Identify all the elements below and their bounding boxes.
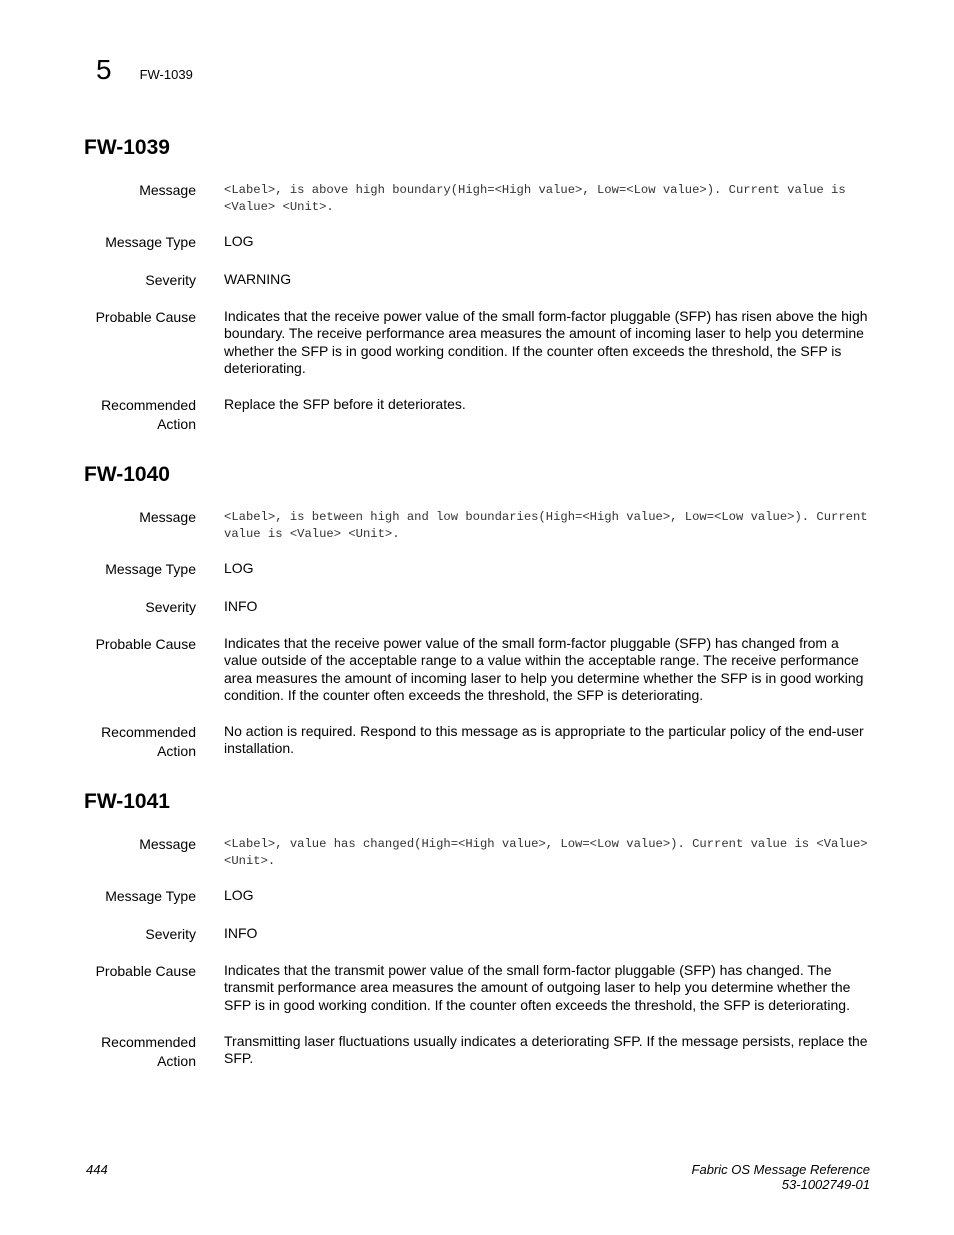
- probable-cause-text: Indicates that the receive power value of the small form-factor pluggable (SFP) has changed from a value outside of the acceptable range to a value within the acceptable range. The receive performance area measures the amount of incoming laser to help you determine whether the SFP is in good working condition. If the counter often exceeds the threshold, the SFP is deteriorating.: [224, 635, 864, 703]
- message-entry: [84, 136, 884, 432]
- severity-value: INFO: [224, 598, 258, 614]
- recommended-label-line1: Recommended: [101, 397, 196, 413]
- message-label: Message: [139, 509, 196, 525]
- recommended-label-line2: Action: [157, 416, 196, 432]
- message-text: <Label>, value has changed(High=<High value>, Low=<Low value>). Current value is <Value> <Unit>.: [224, 837, 868, 868]
- message-label: Message: [139, 836, 196, 852]
- message-type-label: Message Type: [105, 888, 196, 904]
- recommended-action-text: Transmitting laser fluctuations usually indicates a deteriorating SFP. If the message persists, replace the SFP.: [224, 1033, 868, 1067]
- recommended-label-line2: Action: [157, 743, 196, 759]
- entry-title: FW-1040: [84, 463, 170, 486]
- running-head: FW-1039: [139, 67, 193, 82]
- probable-cause-label: Probable Cause: [95, 309, 196, 325]
- message-type-label: Message Type: [105, 234, 196, 250]
- entry-title: FW-1039: [84, 136, 170, 159]
- message-type-value: LOG: [224, 233, 254, 249]
- message-entry: [84, 790, 884, 1069]
- message-entry: [84, 463, 884, 759]
- entry-title: FW-1041: [84, 790, 170, 813]
- severity-label: Severity: [145, 926, 196, 942]
- recommended-action-label: [84, 723, 196, 761]
- severity-label: Severity: [145, 599, 196, 615]
- severity-value: INFO: [224, 925, 258, 941]
- footer-doc-info: [692, 1162, 870, 1192]
- recommended-label-line1: Recommended: [101, 724, 196, 740]
- page-number: 444: [86, 1162, 108, 1177]
- recommended-action-text: Replace the SFP before it deteriorates.: [224, 396, 466, 412]
- message-type-label: Message Type: [105, 561, 196, 577]
- doc-title: Fabric OS Message Reference: [691, 1162, 870, 1177]
- severity-label: Severity: [145, 272, 196, 288]
- message-text: <Label>, is above high boundary(High=<High value>, Low=<Low value>). Current value is <Value> <Unit>.: [224, 183, 846, 214]
- severity-value: WARNING: [224, 271, 292, 287]
- probable-cause-text: Indicates that the receive power value of the small form-factor pluggable (SFP) has risen above the high boundary. The receive performance area measures the amount of incoming laser to help you determine whether the SFP is in good working condition. If the counter often exceeds the threshold, the SFP is deteriorating.: [224, 308, 868, 376]
- probable-cause-label: Probable Cause: [95, 963, 196, 979]
- page-header: [96, 56, 193, 84]
- message-label: Message: [139, 182, 196, 198]
- message-type-value: LOG: [224, 887, 254, 903]
- recommended-action-text: No action is required. Respond to this message as is appropriate to the particular policy of the end-user installation.: [224, 723, 864, 757]
- probable-cause-text: Indicates that the transmit power value of the small form-factor pluggable (SFP) has changed. The transmit performance area measures the amount of outgoing laser to help you determine whether the SFP is in good working condition. If the counter often exceeds the threshold, the SFP is deteriorating.: [224, 962, 851, 1013]
- chapter-number: 5: [96, 54, 112, 85]
- message-text: <Label>, is between high and low boundaries(High=<High value>, Low=<Low value>). Current value is <Value> <Unit>.: [224, 510, 868, 541]
- recommended-label-line2: Action: [157, 1053, 196, 1069]
- probable-cause-label: Probable Cause: [95, 636, 196, 652]
- recommended-action-label: [84, 1033, 196, 1071]
- doc-number: 53-1002749-01: [781, 1177, 870, 1192]
- recommended-action-label: [84, 396, 196, 434]
- message-type-value: LOG: [224, 560, 254, 576]
- recommended-label-line1: Recommended: [101, 1034, 196, 1050]
